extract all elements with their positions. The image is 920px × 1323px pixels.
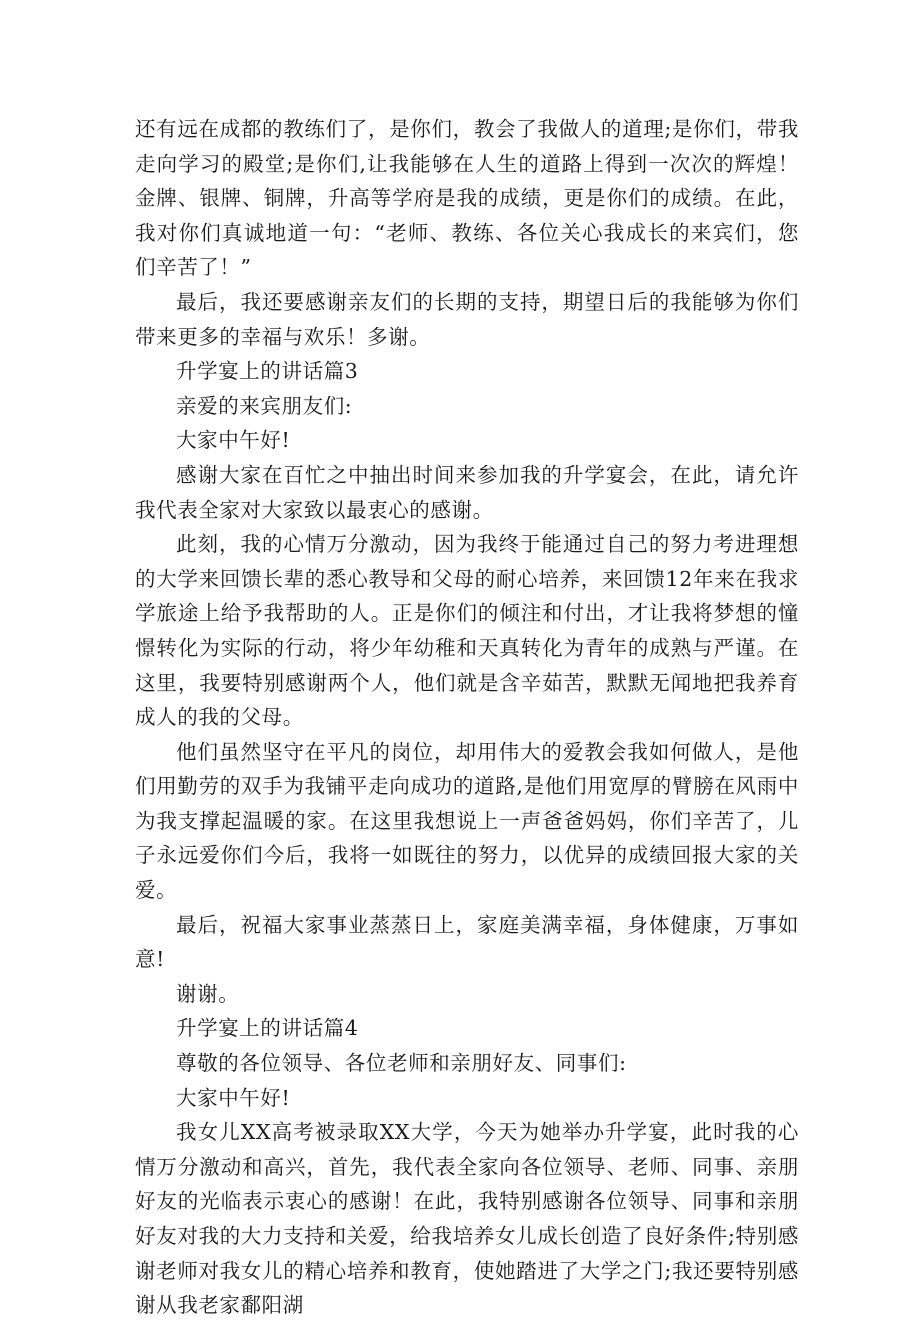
greeting: 大家中午好! <box>176 1085 291 1110</box>
paragraph: 他们虽然坚守在平凡的岗位，却用伟大的爱教会我如何做人，是他们用勤劳的双手为我铺平走向成功的道路,是他们用宽厚的臂膀在风雨中为我支撑起温暖的家。在这里我想说上一声爸爸妈妈，你们辛苦了，儿子永远爱你们今后，我将一如既往的努力，以优异的成绩回报大家的关爱。 <box>135 739 799 903</box>
paragraph: 我女儿XX高考被录取XX大学，今天为她举办升学宴，此时我的心情万分激动和高兴，首先，我代表全家向各位领导、老师、同事、亲朋好友的光临表示衷心的感谢！在此，我特别感谢各位领导、同事和亲朋好友对我的大力支持和关爱，给我培养女儿成长创造了良好条件;特别感谢老师对我女儿的精心培养和教育，使她踏进了大学之门;我还要特别感谢从我老家鄱阳湖 <box>135 1120 799 1318</box>
salutation: 尊敬的各位领导、各位老师和亲朋好友、同事们: <box>176 1051 627 1076</box>
paragraph: 最后，祝福大家事业蒸蒸日上，家庭美满幸福，身体健康，万事如意! <box>135 912 799 972</box>
salutation: 亲爱的来宾朋友们: <box>176 393 353 418</box>
section-heading-3: 升学宴上的讲话篇3 <box>176 359 359 384</box>
paragraph-continued: 还有远在成都的教练们了，是你们，教会了我做人的道理;是你们，带我走向学习的殿堂;是你们,让我能够在人生的道路上得到一次次的辉煌！金牌、银牌、铜牌，升高等学府是我的成绩，更是你们的成绩。在此，我对你们真诚地道一句：“老师、教练、各位关心我成长的来宾们，您们辛苦了！” <box>135 117 799 280</box>
paragraph: 最后，我还要感谢亲友们的长期的支持，期望日后的我能够为你们带来更多的幸福与欢乐！多谢。 <box>135 289 799 349</box>
section-heading-4: 升学宴上的讲话篇4 <box>176 1016 359 1041</box>
document-body <box>135 112 799 1323</box>
paragraph: 谢谢。 <box>176 981 240 1006</box>
paragraph: 此刻，我的心情万分激动，因为我终于能通过自己的努力考进理想的大学来回馈长辈的悉心教导和父母的耐心培养，来回馈12年来在我求学旅途上给予我帮助的人。正是你们的倾注和付出，才让我将梦想的憧憬转化为实际的行动，将少年幼稚和天真转化为青年的成熟与严谨。在这里，我要特别感谢两个人，他们就是含辛茹苦，默默无闻地把我养育成人的我的父母。 <box>135 532 799 730</box>
greeting: 大家中午好! <box>176 428 291 453</box>
paragraph: 感谢大家在百忙之中抽出时间来参加我的升学宴会，在此，请允许我代表全家对大家致以最衷心的感谢。 <box>135 462 799 522</box>
